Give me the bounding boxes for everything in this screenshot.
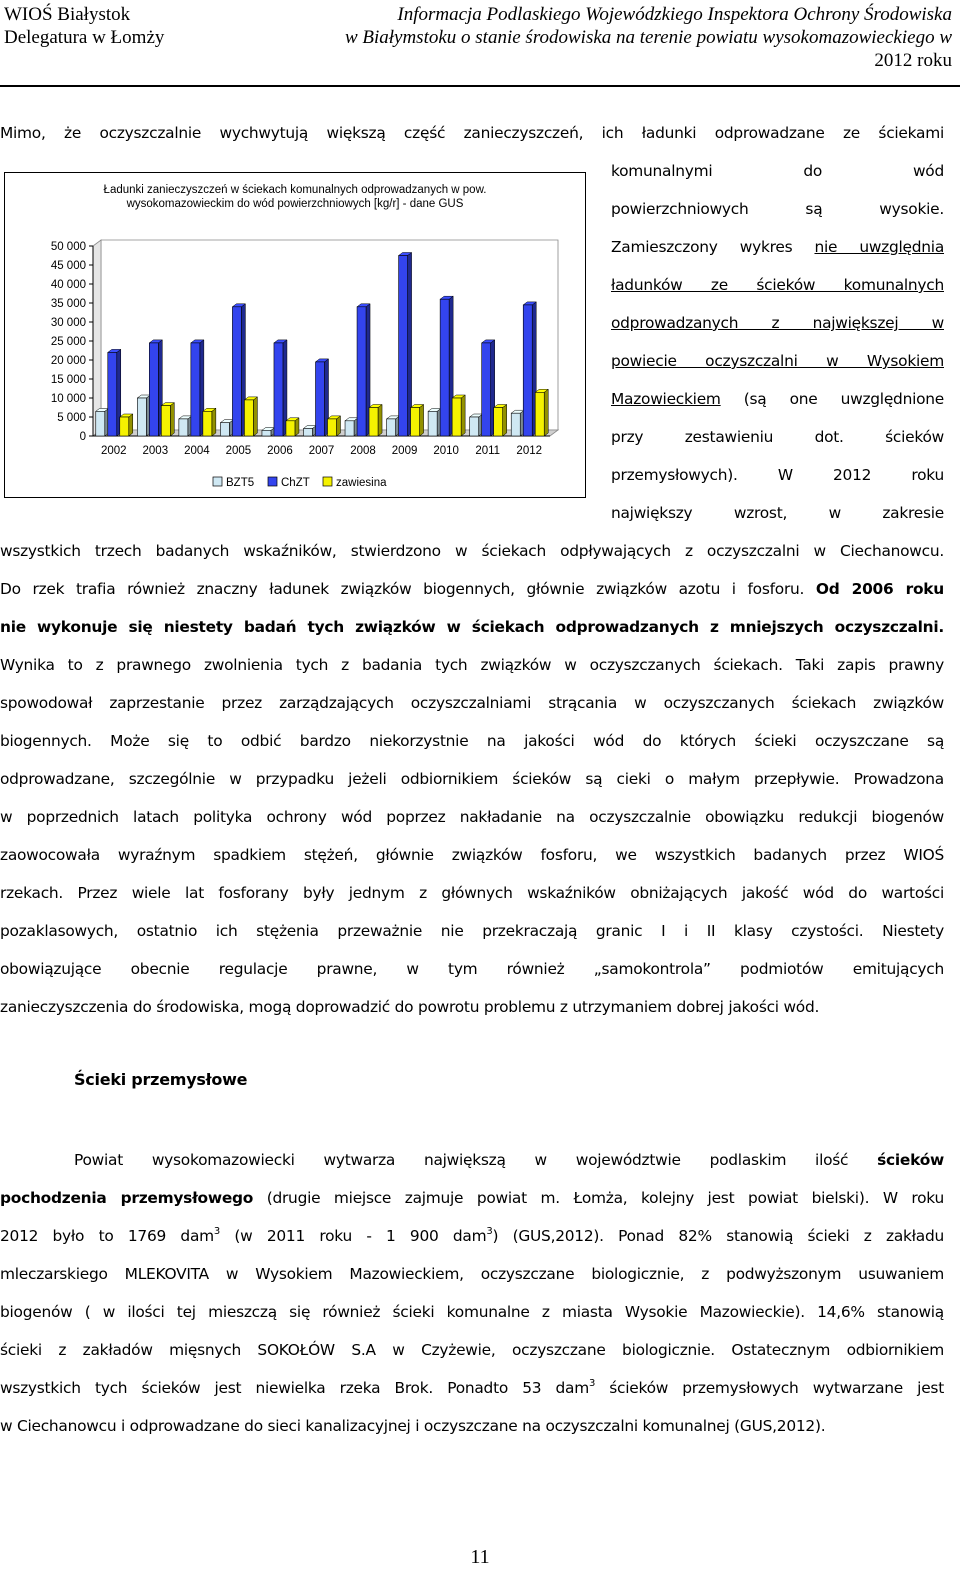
- header-org-line2: Delegatura w Łomży: [4, 27, 165, 48]
- text-line: [0, 919, 944, 943]
- text-line: [0, 577, 944, 601]
- bar-side: [212, 408, 216, 436]
- text-run: biogennych. Może się to odbić bardzo niekorzystnie na jakości wód do których ścieki oczyszczane są: [0, 732, 944, 750]
- text-line: [611, 463, 944, 487]
- header-title: [252, 3, 952, 72]
- bar-bzt5: [470, 417, 479, 436]
- y-tick-label: 50 000: [50, 241, 86, 253]
- header-org: [4, 3, 164, 49]
- text-line: [611, 387, 944, 411]
- text-run: (w 2011 roku - 1 900 dam: [220, 1227, 487, 1245]
- bar-chzt: [232, 307, 241, 436]
- bar-bzt5: [220, 423, 229, 436]
- page-number: 11: [470, 1546, 490, 1568]
- text-line: [611, 349, 944, 373]
- text-run: ścieków: [877, 1151, 944, 1169]
- text-line: [0, 1262, 944, 1286]
- x-tick-label: 2012: [516, 445, 543, 457]
- superscript: 3: [486, 1226, 493, 1237]
- header-title-line1: Informacja Podlaskiego Wojewódzkiego Inspektora Ochrony Środowiska: [397, 4, 952, 25]
- legend-label: zawiesina: [336, 477, 387, 489]
- bar-zawiesina: [494, 408, 503, 437]
- text-run: przemysłowych). W 2012 roku: [611, 466, 944, 484]
- x-tick-label: 2005: [225, 445, 252, 457]
- text-run: Powiat wysokomazowiecki wytwarza największą w województwie podlaskim ilość: [74, 1151, 878, 1169]
- text-run: 2012 było to 1769 dam: [0, 1227, 214, 1245]
- text-line: [0, 729, 944, 753]
- legend-label: ChZT: [281, 477, 310, 489]
- bar-bzt5: [96, 411, 105, 436]
- bar-zawiesina: [535, 392, 544, 436]
- text-line: [0, 1300, 944, 1324]
- text-run: Od 2006 roku: [815, 580, 944, 598]
- bar-bzt5: [179, 419, 188, 436]
- legend-swatch: [268, 477, 277, 486]
- x-tick-label: 2011: [475, 445, 501, 457]
- y-tick-label: 40 000: [50, 279, 86, 291]
- y-tick-label: 45 000: [50, 260, 86, 272]
- text-line: [0, 881, 944, 905]
- chart: [4, 172, 586, 498]
- text-run: Wynika to z prawnego zwolnienia tych z badania tych związków w oczyszczanych ściekach. Taki zapis prawny: [0, 656, 944, 674]
- text-run: powiecie oczyszczalni w Wysokiem: [611, 352, 944, 370]
- bar-bzt5: [511, 413, 520, 436]
- bar-side: [503, 405, 507, 437]
- legend-label: BZT5: [226, 477, 255, 489]
- para1-line1: Mimo, że oczyszczalnie wychwytują większą część zanieczyszczeń, ich ładunki odprowadzane ze ściekami: [0, 124, 944, 142]
- bar-side: [253, 397, 257, 436]
- x-tick-label: 2002: [100, 445, 127, 457]
- text-run: w poprzednich latach polityka ochrony wód poprzez nakładanie na oczyszczalnie obowiązku redukcji biogenów: [0, 808, 944, 826]
- y-tick-label: 20 000: [50, 355, 86, 367]
- bar-chzt: [149, 343, 158, 436]
- text-run: ścieków przemysłowych wytwarzane jest: [595, 1379, 944, 1397]
- bar-bzt5: [304, 428, 313, 436]
- text-run: ładunków ze ścieków komunalnych: [611, 276, 944, 294]
- bar-chzt: [399, 256, 408, 437]
- bar-bzt5: [137, 398, 146, 436]
- text-line: [0, 957, 944, 981]
- bar-chzt: [523, 305, 532, 436]
- bar-side: [420, 405, 424, 437]
- text-run: pochodzenia przemysłowego: [0, 1189, 254, 1207]
- legend-swatch: [323, 477, 332, 486]
- y-tick-label: 15 000: [50, 374, 86, 386]
- y-tick-label: 5 000: [57, 412, 86, 424]
- text-line: [0, 805, 944, 829]
- legend-swatch: [213, 477, 222, 486]
- text-line: [0, 1376, 944, 1400]
- text-line: [611, 197, 944, 221]
- text-run: odprowadzanych z największej w: [611, 314, 944, 332]
- text-line: [0, 653, 944, 677]
- text-run: w Ciechanowcu i odprowadzane do sieci kanalizacyjnej i oczyszczane na oczyszczalni komunalnej (GUS,2012).: [0, 1417, 826, 1435]
- text-line: [611, 425, 944, 449]
- text-run: mleczarskiego MLEKOVITA w Wysokiem Mazowieckiem, oczyszczane biologicznie, z podwyższonym usuwaniem: [0, 1265, 944, 1283]
- bar-chzt: [274, 343, 283, 436]
- bar-side: [461, 395, 465, 436]
- text-line: [611, 311, 944, 335]
- text-line: [74, 1148, 944, 1172]
- bar-chzt: [357, 307, 366, 436]
- bar-zawiesina: [411, 408, 420, 437]
- text-run: ścieki z zakładów mięsnych SOKOŁÓW S.A w Czyżewie, oczyszczane biologicznie. Ostatecznym odbiornikiem: [0, 1341, 944, 1359]
- text-run: powierzchniowych są wysokie.: [611, 200, 944, 218]
- bar-zawiesina: [286, 421, 295, 436]
- text-line: [0, 1186, 944, 1210]
- text-run: przy zestawieniu dot. ścieków: [611, 428, 944, 446]
- bar-bzt5: [387, 419, 396, 436]
- text-run: ) (GUS,2012). Ponad 82% stanowią ścieki z zakładu: [492, 1227, 944, 1245]
- header-rule: [0, 85, 960, 87]
- bar-zawiesina: [369, 408, 378, 437]
- x-tick-label: 2008: [350, 445, 376, 457]
- superscript: 3: [588, 1378, 596, 1389]
- text-line: [611, 501, 944, 525]
- chart-title: Ładunki zanieczyszczeń w ściekach komunalnych odprowadzanych w pow. wysokomazowieckim do wód powierzchniowych [kg/r] - dane GUS: [103, 184, 487, 210]
- text-run: odprowadzane, szczególnie w przypadku jeżeli odbiornikiem ścieków są cieki o małym przepływie. Prowadzona: [0, 770, 944, 788]
- text-run: komunalnymi do wód: [611, 162, 944, 180]
- header-title-line2: w Białymstoku o stanie środowiska na terenie powiatu wysokomazowieckiego w: [344, 27, 952, 48]
- text-line: [0, 843, 944, 867]
- y-tick-label: 0: [79, 431, 86, 443]
- superscript: 3: [213, 1226, 220, 1237]
- header-org-line1: WIOŚ Białystok: [4, 4, 131, 25]
- chart-svg: [5, 173, 585, 497]
- text-run: Mazowieckiem: [611, 390, 721, 408]
- text-run: nie wykonuje się niestety badań tych związków w ściekach odprowadzanych z mniejszych oczyszczalni.: [0, 618, 944, 636]
- text-line: [0, 539, 944, 563]
- x-tick-label: 2010: [433, 445, 459, 457]
- header-title-line3: 2012 roku: [874, 50, 952, 71]
- text-run: (drugie miejsce zajmuje powiat m. Łomża, kolejny jest powiat bielski). W roku: [253, 1189, 944, 1207]
- bar-chzt: [482, 343, 491, 436]
- bar-bzt5: [262, 430, 271, 436]
- bar-zawiesina: [161, 406, 170, 436]
- text-run: zaowocowała wyraźnym spadkiem stężeń, głównie związków fosforu, we wszystkich badanych przez WIOŚ: [0, 846, 944, 864]
- section-heading: Ścieki przemysłowe: [74, 1070, 248, 1089]
- text-run: największy wzrost, w zakresie: [611, 504, 944, 522]
- bar-zawiesina: [452, 398, 461, 436]
- y-tick-label: 30 000: [50, 317, 86, 329]
- text-run: rzekach. Przez wiele lat fosforany były jednym z głównych wskaźników obniżających jakość wód do wartości: [0, 884, 944, 902]
- bar-side: [170, 403, 174, 436]
- x-tick-label: 2003: [142, 445, 169, 457]
- text-run: (są one uwzględnione: [720, 390, 944, 408]
- x-tick-label: 2004: [184, 445, 210, 457]
- bar-chzt: [316, 362, 325, 436]
- bar-zawiesina: [244, 400, 253, 436]
- bar-chzt: [108, 352, 117, 436]
- text-line: [0, 691, 944, 715]
- text-line: [0, 615, 944, 639]
- text-line: [0, 1338, 944, 1362]
- text-line: [0, 767, 944, 791]
- text-run: wszystkich trzech badanych wskaźników, stwierdzono w ściekach odpływających z oczyszczalni w Ciechanowcu.: [0, 542, 944, 560]
- text-run: nie uwzględnia: [814, 238, 945, 256]
- text-run: spowodował zaprzestanie przez zarządzających oczyszczalniami strącania w oczyszczanych ściekach związków: [0, 694, 944, 712]
- bar-zawiesina: [203, 411, 212, 436]
- y-tick-label: 35 000: [50, 298, 86, 310]
- text-run: Do rzek trafia również znaczny ładunek związków biogennych, głównie związków azotu i fosforu.: [0, 580, 816, 598]
- text-run: obowiązujące obecnie regulacje prawne, w tym również „samokontrola” podmiotów emitujących: [0, 960, 944, 978]
- y-tick-label: 25 000: [50, 336, 86, 348]
- bar-side: [378, 405, 382, 437]
- bar-chzt: [191, 343, 200, 436]
- bar-bzt5: [428, 411, 437, 436]
- chart-side-wall: [93, 240, 101, 436]
- x-tick-label: 2009: [391, 445, 418, 457]
- y-tick-label: 10 000: [50, 393, 86, 405]
- text-run: zanieczyszczenia do środowiska, mogą doprowadzić do powrotu problemu z utrzymaniem dobrej jakości wód.: [0, 998, 820, 1016]
- x-tick-label: 2007: [308, 445, 335, 457]
- bar-zawiesina: [328, 419, 337, 436]
- text-run: wszystkich tych ścieków jest niewielka rzeka Brok. Ponadto 53 dam: [0, 1379, 589, 1397]
- bar-side: [129, 414, 133, 436]
- bar-side: [544, 389, 548, 436]
- bar-bzt5: [345, 421, 354, 436]
- x-tick-label: 2006: [267, 445, 293, 457]
- text-line: [0, 1414, 944, 1438]
- text-run: Zamieszczony wykres: [611, 238, 815, 256]
- text-line: [611, 235, 944, 259]
- bar-zawiesina: [120, 417, 129, 436]
- text-line: [0, 1224, 944, 1248]
- text-run: biogenów ( w ilości tej mieszczą się również ścieki komunalne z miasta Wysokie Mazowieckie). 14,6% stanowią: [0, 1303, 944, 1321]
- text-line: [611, 273, 944, 297]
- text-line: [0, 995, 944, 1019]
- text-line: [611, 159, 944, 183]
- text-run: pozaklasowych, ostatnio ich stężenia przeważnie nie przekraczają granic I i II klasy czystości. Niestety: [0, 922, 944, 940]
- bar-side: [337, 416, 341, 436]
- bar-chzt: [440, 299, 449, 436]
